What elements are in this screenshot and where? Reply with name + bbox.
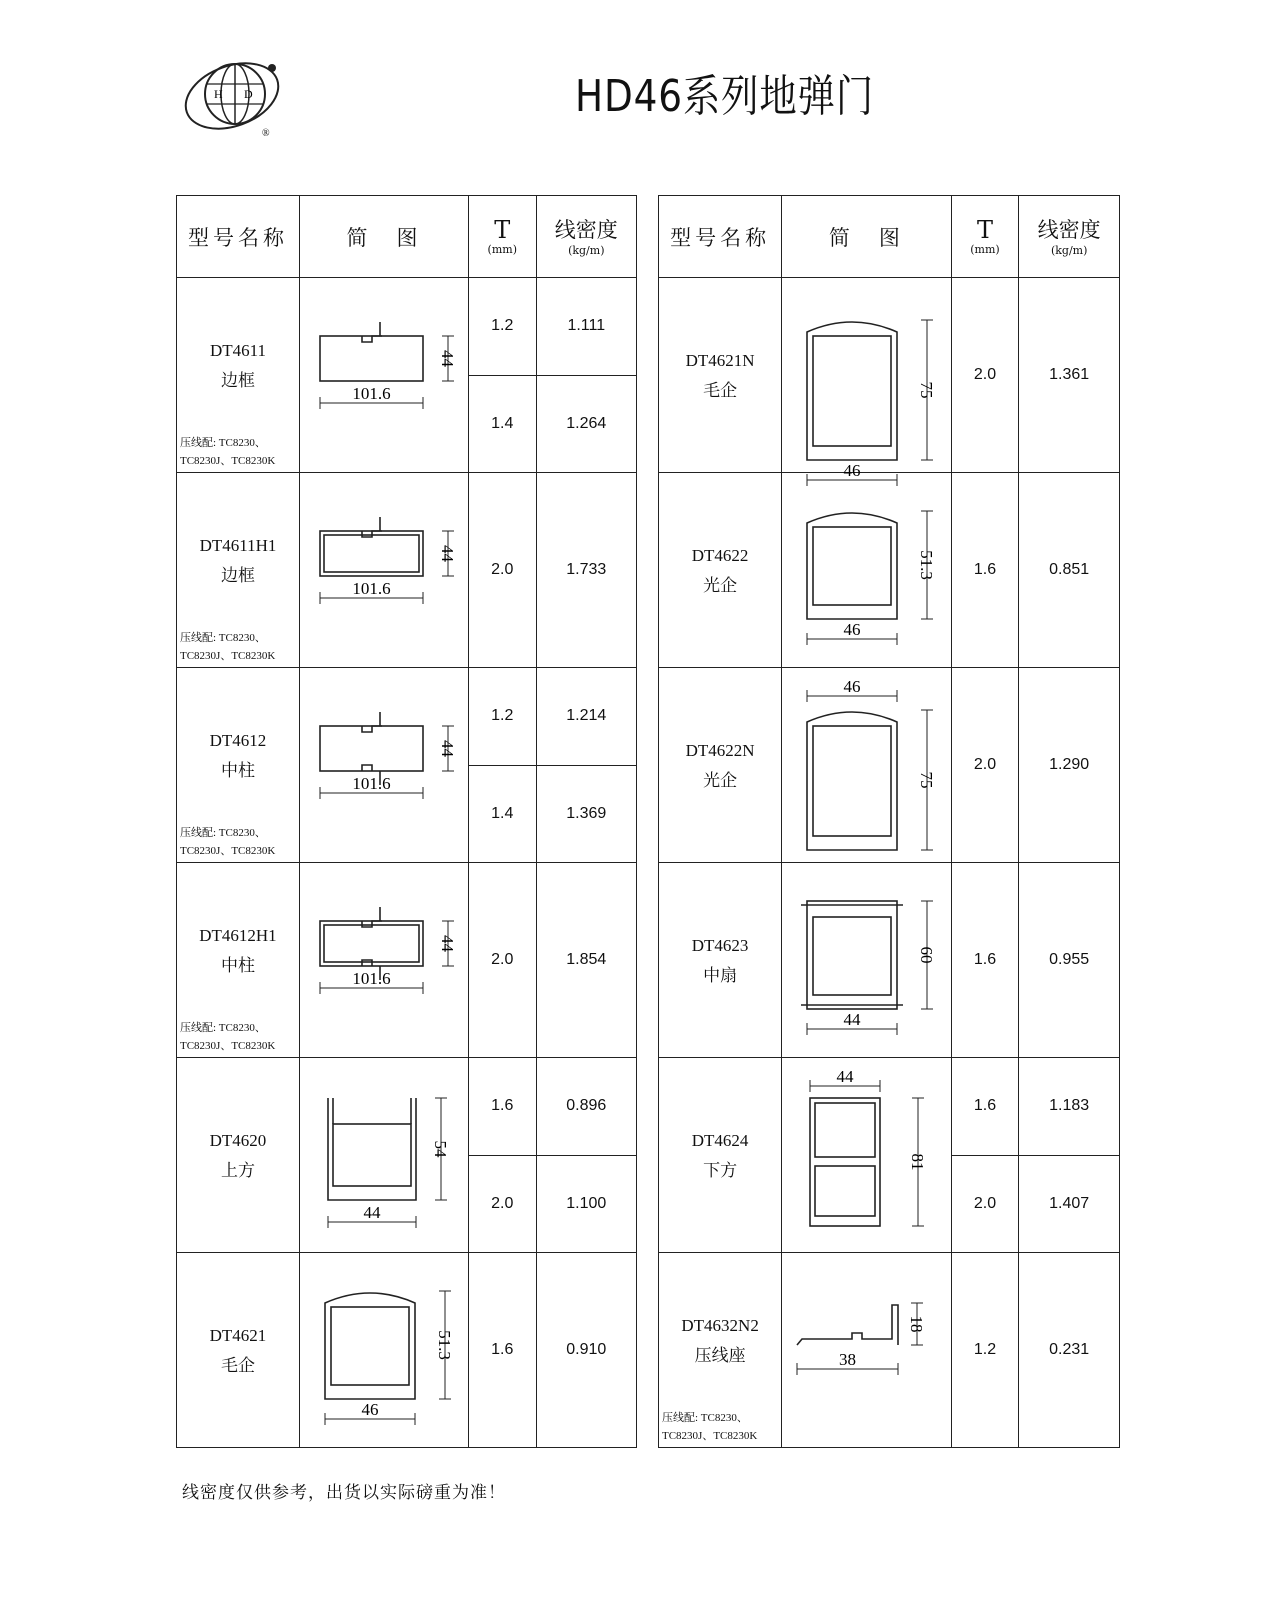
model-number: DT4611H1 <box>199 536 277 555</box>
model-cell <box>177 1253 300 1448</box>
density-value: 1.854 <box>536 863 636 1058</box>
density-value: 1.407 <box>1019 1155 1120 1253</box>
profile-diagram-cell <box>299 1253 468 1448</box>
dimension-height: 44 <box>437 935 457 952</box>
model-cell <box>659 668 782 863</box>
dimension-height: 54 <box>430 1140 450 1158</box>
dimension-width: 44 <box>843 1010 861 1029</box>
model-number: DT4621 <box>209 1326 267 1345</box>
profile-diagram-cell <box>782 278 951 480</box>
model-number: DT4621N <box>685 351 755 370</box>
model-cell <box>177 278 300 473</box>
density-value: 0.955 <box>1019 863 1120 1058</box>
model-cell <box>659 1253 782 1448</box>
density-value: 0.910 <box>536 1253 636 1448</box>
dimension-height: 81 <box>908 1153 928 1171</box>
thickness-value: 1.4 <box>468 375 536 473</box>
dimension-width: 46 <box>843 461 861 480</box>
dimension-width: 101.6 <box>352 774 391 793</box>
table-row <box>659 1253 1120 1448</box>
compatibility-note: 压线配: TC8230、TC8230J、TC8230K <box>180 632 276 662</box>
profile-diagram-cell <box>299 278 468 473</box>
table-row <box>177 278 637 376</box>
profile-diagram <box>300 280 464 470</box>
table-row <box>659 863 1120 1058</box>
dimension-width: 44 <box>836 1067 854 1086</box>
header-density: 线密度 (kg/m) <box>1019 196 1120 278</box>
profile-diagram <box>782 1060 946 1250</box>
density-value: 0.851 <box>1019 473 1120 668</box>
model-cell <box>177 668 300 863</box>
density-value: 0.896 <box>536 1058 636 1156</box>
density-value: 1.369 <box>536 765 636 863</box>
svg-text:®: ® <box>262 128 270 139</box>
profile-diagram-cell <box>782 1058 951 1253</box>
profile-diagram <box>300 1255 464 1445</box>
header-name: 型号名称 <box>659 196 782 278</box>
dimension-width: 38 <box>839 1350 857 1369</box>
part-name: 边框 <box>220 371 255 390</box>
model-number: DT4612 <box>209 731 267 750</box>
model-number: DT4632N2 <box>681 1316 759 1335</box>
density-value: 1.111 <box>536 278 636 376</box>
header-t: T (mm) <box>468 196 536 278</box>
thickness-value: 2.0 <box>951 668 1019 863</box>
model-number: DT4624 <box>691 1131 749 1150</box>
thickness-value: 2.0 <box>468 1155 536 1253</box>
header-diagram: 简 图 <box>782 196 951 278</box>
density-value: 1.361 <box>1019 278 1120 473</box>
thickness-value: 2.0 <box>468 863 536 1058</box>
company-logo <box>180 50 290 140</box>
density-value: 1.290 <box>1019 668 1120 863</box>
dimension-height: 18 <box>907 1315 927 1333</box>
dimension-width: 101.6 <box>352 969 391 988</box>
part-name: 毛企 <box>703 381 738 400</box>
part-name: 上方 <box>220 1161 255 1180</box>
dimension-height: 44 <box>437 740 457 757</box>
table-row <box>659 668 1120 863</box>
dimension-height: 75 <box>917 381 937 399</box>
compatibility-note: 压线配: TC8230、TC8230J、TC8230K <box>180 1022 276 1052</box>
thickness-value: 1.4 <box>468 765 536 863</box>
thickness-value: 1.2 <box>468 668 536 766</box>
thickness-value: 1.6 <box>468 1253 536 1448</box>
dimension-height: 60 <box>917 946 937 964</box>
model-number: DT4623 <box>691 936 749 955</box>
header-t: T (mm) <box>951 196 1019 278</box>
compatibility-note: 压线配: TC8230、TC8230J、TC8230K <box>662 1412 758 1442</box>
part-name: 毛企 <box>220 1356 255 1375</box>
dimension-height: 51.3 <box>917 550 937 580</box>
spec-table-right <box>658 195 1120 1448</box>
model-cell <box>659 473 782 668</box>
profile-diagram <box>782 475 946 665</box>
thickness-value: 1.6 <box>468 1058 536 1156</box>
density-value: 1.264 <box>536 375 636 473</box>
dimension-height: 51.3 <box>434 1330 454 1360</box>
header-name: 型号名称 <box>177 196 300 278</box>
model-cell <box>659 278 782 473</box>
profile-diagram <box>782 865 946 1055</box>
model-number: DT4612H1 <box>199 926 277 945</box>
model-number: DT4622 <box>691 546 749 565</box>
dimension-width: 101.6 <box>352 384 391 403</box>
part-name: 边框 <box>220 566 255 585</box>
part-name: 中柱 <box>220 761 255 780</box>
model-cell <box>659 863 782 1058</box>
header-density: 线密度 (kg/m) <box>536 196 636 278</box>
footnote: 线密度仅供参考，出货以实际磅重为准！ <box>182 1483 506 1503</box>
model-cell <box>177 1058 300 1253</box>
dimension-width: 46 <box>843 677 861 696</box>
profile-diagram <box>782 1255 946 1445</box>
svg-text:H: H <box>214 87 223 101</box>
thickness-value: 1.6 <box>951 1058 1019 1156</box>
table-row <box>659 473 1120 668</box>
model-number: DT4620 <box>209 1131 267 1150</box>
table-row <box>177 863 637 1058</box>
profile-diagram-cell <box>299 1058 468 1253</box>
profile-diagram <box>300 1060 464 1250</box>
profile-diagram-cell <box>299 473 468 668</box>
profile-diagram-cell <box>782 1253 951 1448</box>
part-name: 光企 <box>703 576 738 595</box>
compatibility-note: 压线配: TC8230、TC8230J、TC8230K <box>180 437 276 467</box>
dimension-height: 44 <box>437 545 457 562</box>
dimension-width: 44 <box>363 1203 381 1222</box>
part-name: 光企 <box>703 771 738 790</box>
part-name: 中扇 <box>703 966 738 985</box>
dimension-height: 75 <box>917 771 937 789</box>
profile-diagram-cell <box>782 863 951 1058</box>
profile-diagram <box>782 280 946 480</box>
table-row <box>177 473 637 668</box>
spec-table-left <box>176 195 637 1448</box>
table-row <box>177 1253 637 1448</box>
table-row <box>659 1058 1120 1156</box>
density-value: 1.214 <box>536 668 636 766</box>
model-cell <box>659 1058 782 1253</box>
density-value: 1.733 <box>536 473 636 668</box>
model-cell <box>177 473 300 668</box>
model-number: DT4622N <box>685 741 755 760</box>
model-number: DT4611 <box>209 341 266 360</box>
profile-diagram-cell <box>782 473 951 668</box>
table-row <box>177 668 637 766</box>
dimension-height: 44 <box>437 350 457 367</box>
part-name: 中柱 <box>220 956 255 975</box>
page-title: HD46系列地弹门 <box>575 71 875 122</box>
model-cell <box>177 863 300 1058</box>
profile-diagram-cell <box>299 668 468 863</box>
thickness-value: 2.0 <box>468 473 536 668</box>
svg-text:D: D <box>244 87 253 101</box>
dimension-width: 46 <box>843 620 861 639</box>
dimension-width: 46 <box>361 1400 379 1419</box>
profile-diagram <box>300 475 464 665</box>
profile-diagram-cell <box>782 668 951 863</box>
table-row <box>659 278 1120 473</box>
thickness-value: 2.0 <box>951 278 1019 473</box>
thickness-value: 1.2 <box>468 278 536 376</box>
part-name: 压线座 <box>694 1346 746 1365</box>
dimension-width: 101.6 <box>352 579 391 598</box>
thickness-value: 1.6 <box>951 863 1019 1058</box>
part-name: 下方 <box>703 1161 738 1180</box>
profile-diagram <box>300 865 464 1055</box>
table-row <box>177 1058 637 1156</box>
compatibility-note: 压线配: TC8230、TC8230J、TC8230K <box>180 827 276 857</box>
density-value: 1.100 <box>536 1155 636 1253</box>
header-diagram: 简 图 <box>299 196 468 278</box>
profile-diagram <box>300 670 464 860</box>
thickness-value: 1.6 <box>951 473 1019 668</box>
thickness-value: 1.2 <box>951 1253 1019 1448</box>
thickness-value: 2.0 <box>951 1155 1019 1253</box>
density-value: 0.231 <box>1019 1253 1120 1448</box>
profile-diagram-cell <box>299 863 468 1058</box>
profile-diagram <box>782 670 946 860</box>
density-value: 1.183 <box>1019 1058 1120 1156</box>
